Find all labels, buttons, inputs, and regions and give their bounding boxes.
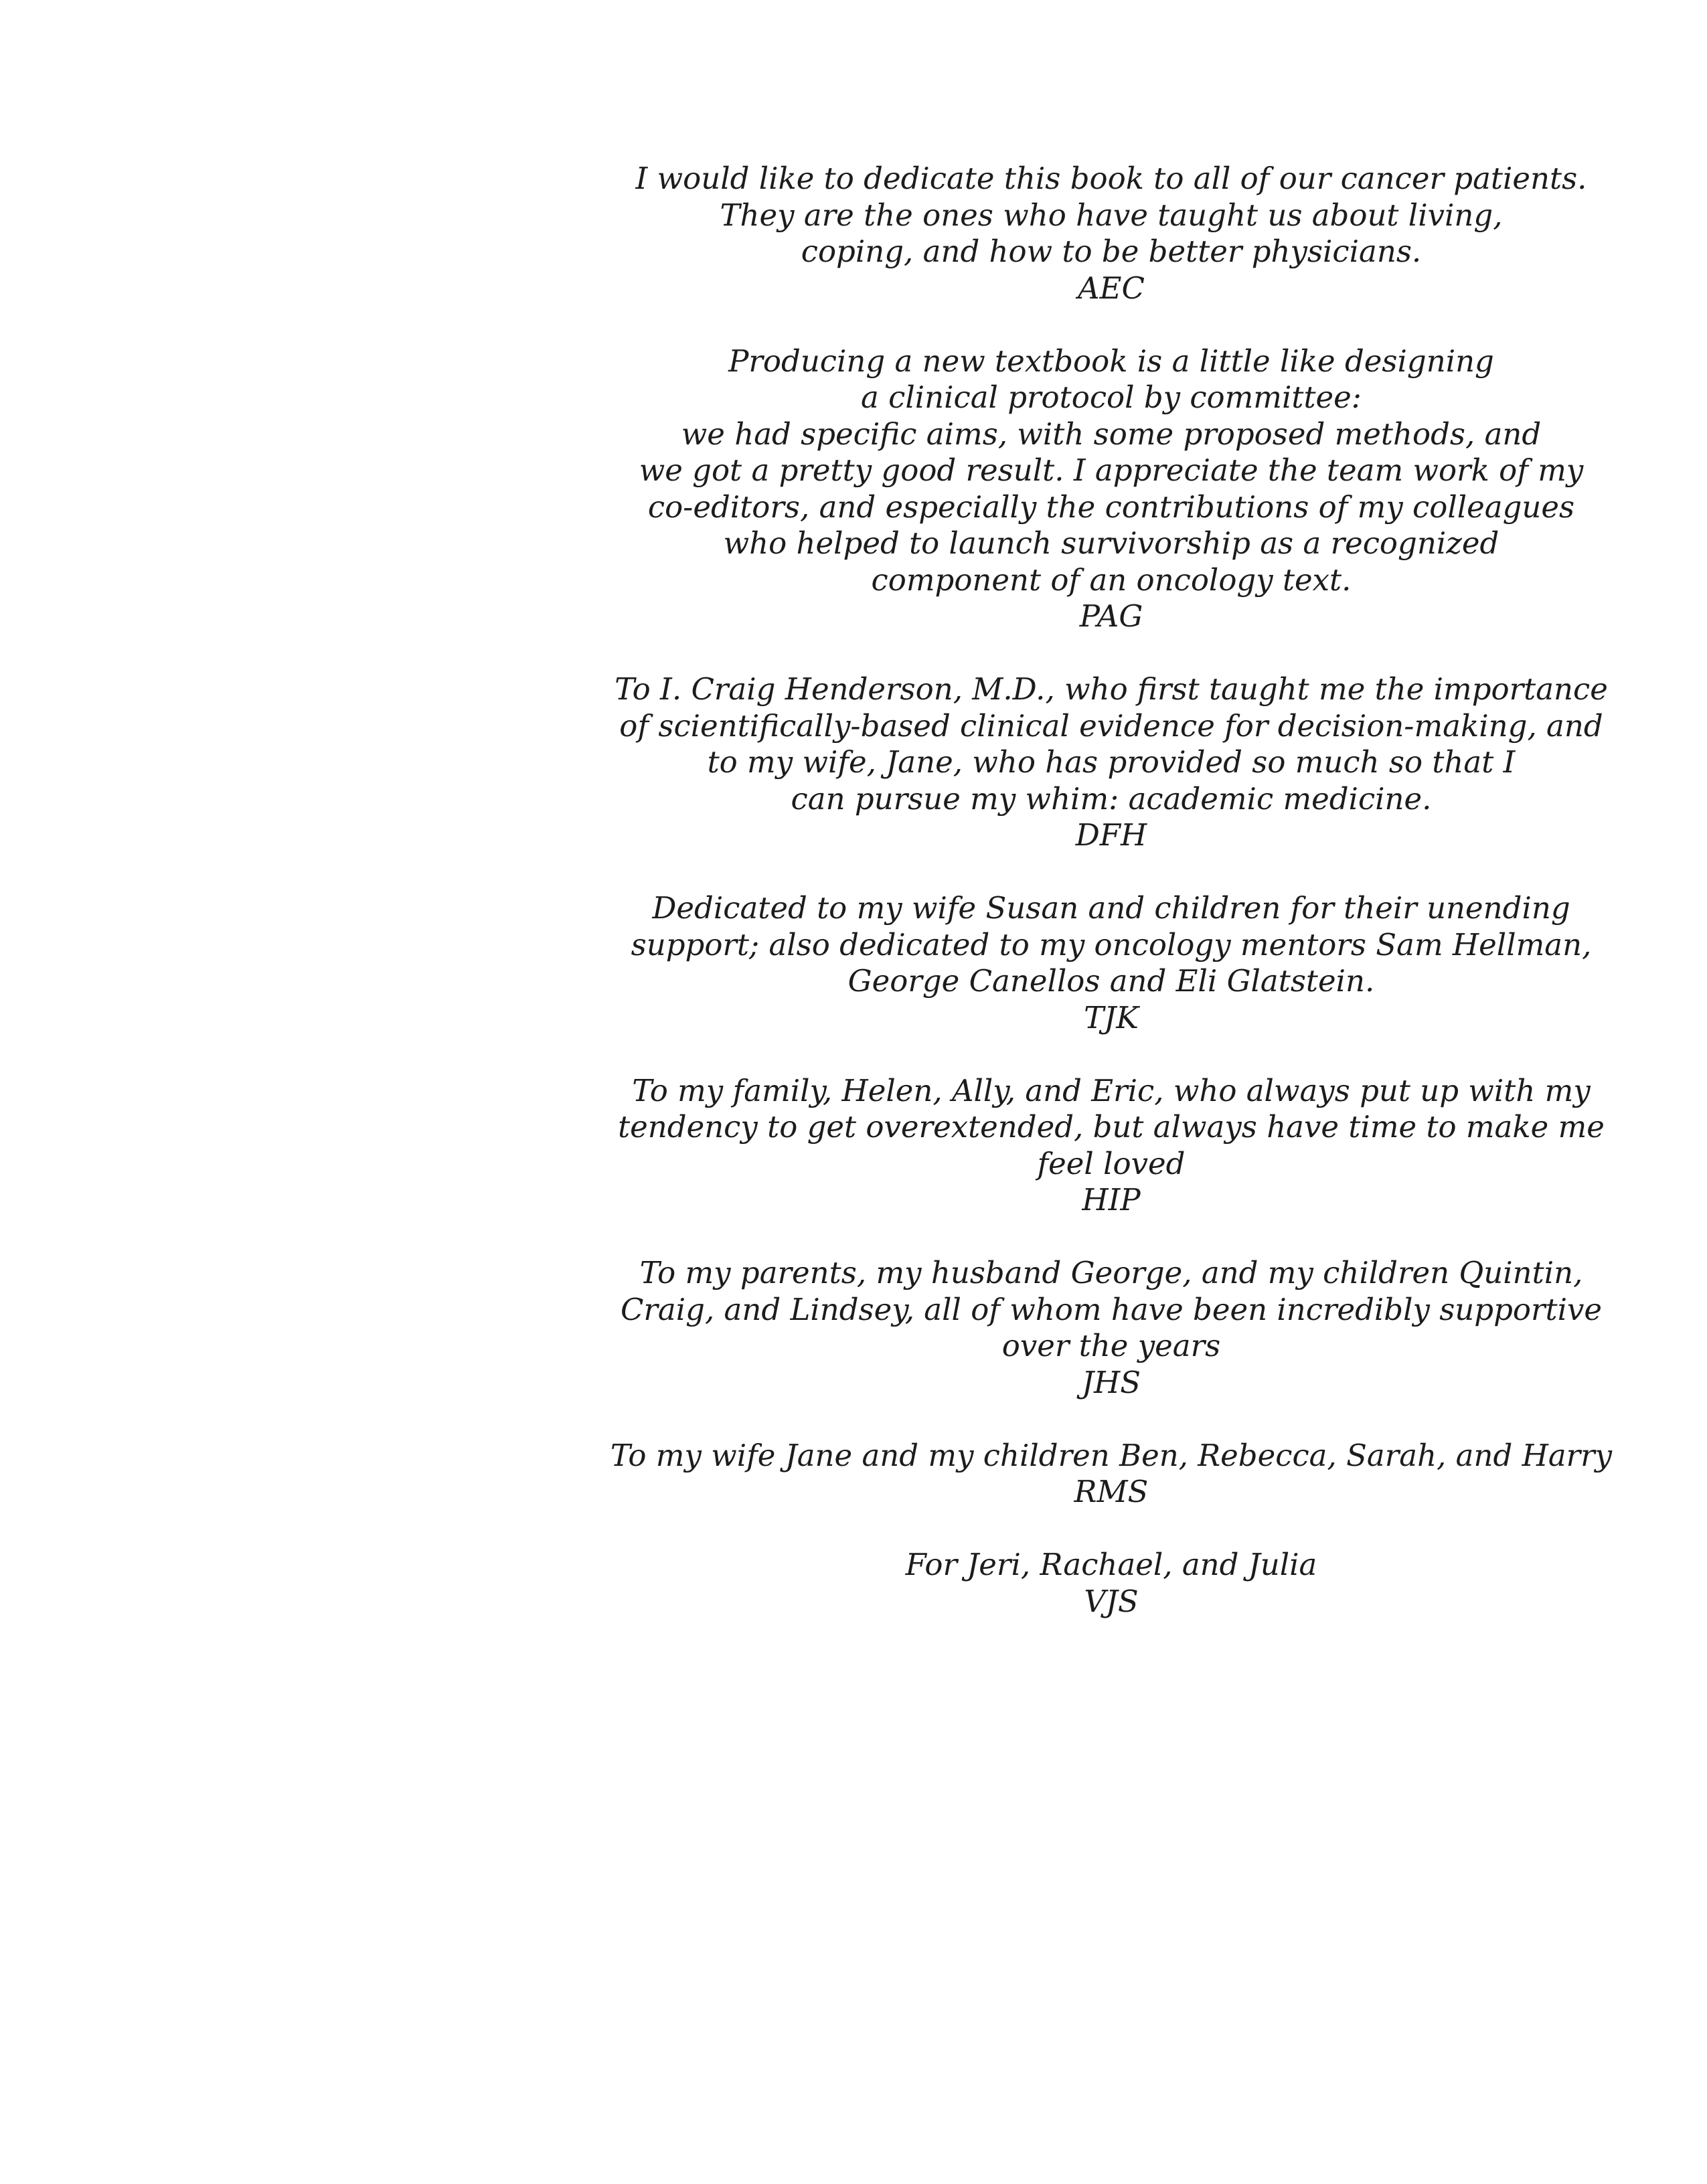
dedication-line: George Canellos and Eli Glatstein.	[847, 963, 1375, 999]
dedication-line: a clinical protocol by committee:	[861, 380, 1362, 415]
dedication-aec	[602, 161, 1620, 307]
dedication-initials: AEC	[1078, 270, 1145, 306]
dedication-initials: JHS	[1081, 1364, 1141, 1400]
dedication-line: Producing a new textbook is a little like designing	[728, 343, 1494, 379]
dedication-line: support; also dedicated to my oncology mentors Sam Hellman,	[631, 926, 1592, 962]
dedication-line: They are the ones who have taught us about living,	[720, 197, 1503, 233]
dedication-dfh	[602, 671, 1620, 854]
dedication-hip	[602, 1073, 1620, 1219]
dedication-line: To my wife Jane and my children Ben, Rebecca, Sarah, and Harry	[610, 1437, 1613, 1473]
dedication-line: coping, and how to be better physicians.	[801, 234, 1422, 269]
dedication-initials: VJS	[1084, 1583, 1139, 1619]
dedication-line: over the years	[1001, 1328, 1221, 1363]
dedication-line: we had specific aims, with some proposed methods, and	[681, 416, 1542, 452]
dedication-initials: TJK	[1084, 999, 1139, 1035]
dedication-initials: DFH	[1075, 817, 1147, 853]
dedication-line: of scientifically-based clinical evidence for decision-making, and	[619, 707, 1603, 744]
dedication-line: tendency to get overextended, but always have time to make me	[618, 1109, 1605, 1145]
dedication-jhs	[602, 1255, 1620, 1401]
dedications-block	[602, 161, 1620, 1657]
dedication-line: To my parents, my husband George, and my children Quintin,	[639, 1255, 1583, 1290]
dedication-initials: PAG	[1079, 598, 1143, 634]
dedication-line: we got a pretty good result. I appreciate the team work of my	[639, 452, 1584, 488]
dedication-initials: HIP	[1082, 1182, 1141, 1217]
dedication-line: who helped to launch survivorship as a recognized	[723, 525, 1499, 561]
dedication-line: For Jeri, Rachael, and Julia	[905, 1547, 1317, 1582]
dedication-line: Craig, and Lindsey, all of whom have been incredibly supportive	[620, 1291, 1603, 1327]
dedication-line: To I. Craig Henderson, M.D., who first taught me the importance	[615, 671, 1608, 707]
dedication-line: Dedicated to my wife Susan and children for their unending	[652, 890, 1570, 926]
dedication-line: I would like to dedicate this book to all of our cancer patients.	[635, 161, 1587, 196]
dedication-line: To my family, Helen, Ally, and Eric, who always put up with my	[632, 1072, 1591, 1108]
dedication-line: component of an oncology text.	[871, 562, 1352, 598]
dedication-line: to my wife, Jane, who has provided so much so that I	[707, 744, 1516, 780]
dedication-line: co-editors, and especially the contributions of my colleagues	[647, 489, 1575, 525]
dedication-pag	[602, 343, 1620, 635]
dedication-rms	[602, 1438, 1620, 1511]
dedication-vjs	[602, 1547, 1620, 1620]
dedication-line: can pursue my whim: academic medicine.	[791, 780, 1432, 817]
dedication-initials: RMS	[1074, 1474, 1149, 1509]
dedication-tjk	[602, 890, 1620, 1036]
dedication-line: feel loved	[1037, 1145, 1186, 1181]
